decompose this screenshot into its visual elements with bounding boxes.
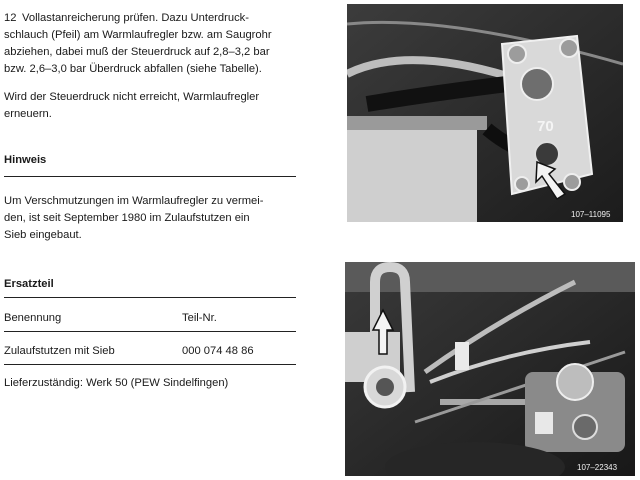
step-line-4: bzw. 2,6–3,0 bar Überdruck abfallen (siehe Tabelle). [4, 63, 262, 75]
step-line-1: Vollastanreicherung prüfen. Dazu Unterdruck- [22, 12, 249, 24]
hinweis-line-2: den, ist seit September 1980 im Zulaufstutzen ein [4, 212, 250, 224]
figure-label: 70 [537, 118, 554, 135]
figure-code-bottom: 107–22343 [577, 463, 618, 472]
replace-line-1: Wird der Steuerdruck nicht erreicht, Warmlaufregler [4, 91, 260, 103]
step-line-2: schlauch (Pfeil) am Warmlaufregler bzw. am Saugrohr [4, 29, 272, 41]
col-benennung: Benennung [4, 312, 62, 324]
hinweis-line-1: Um Verschmutzungen im Warmlaufregler zu vermei- [4, 195, 264, 207]
hinweis-paragraph [4, 193, 304, 244]
col-teil-nr: Teil-Nr. [182, 312, 217, 324]
parts-header-rule [4, 331, 296, 332]
ersatzteil-rule-top [4, 297, 296, 298]
regulator-illustration [347, 4, 623, 222]
parts-table-bottom-rule [4, 364, 296, 365]
figure-code-top: 107–11095 [571, 210, 611, 219]
ersatzteil-heading: Ersatzteil [4, 278, 54, 290]
part-number: 000 074 48 86 [182, 345, 254, 357]
top-photo [347, 4, 623, 222]
inlet-illustration [345, 262, 635, 476]
supplier-footer: Lieferzuständig: Werk 50 (PEW Sindelfingen) [4, 377, 229, 389]
replace-instruction [4, 89, 304, 123]
bottom-photo [345, 262, 635, 476]
step-number: 12 [4, 12, 17, 24]
replace-line-2: erneuern. [4, 108, 52, 120]
hinweis-line-3: Sieb eingebaut. [4, 229, 82, 241]
step-12-paragraph [4, 10, 304, 78]
part-name: Zulaufstutzen mit Sieb [4, 345, 115, 357]
step-line-3: abziehen, dabei muß der Steuerdruck auf 2,8–3,2 bar [4, 46, 270, 58]
parts-table-header [4, 312, 217, 324]
table-row [4, 345, 254, 357]
hinweis-heading: Hinweis [4, 154, 47, 166]
hinweis-rule [4, 176, 296, 177]
